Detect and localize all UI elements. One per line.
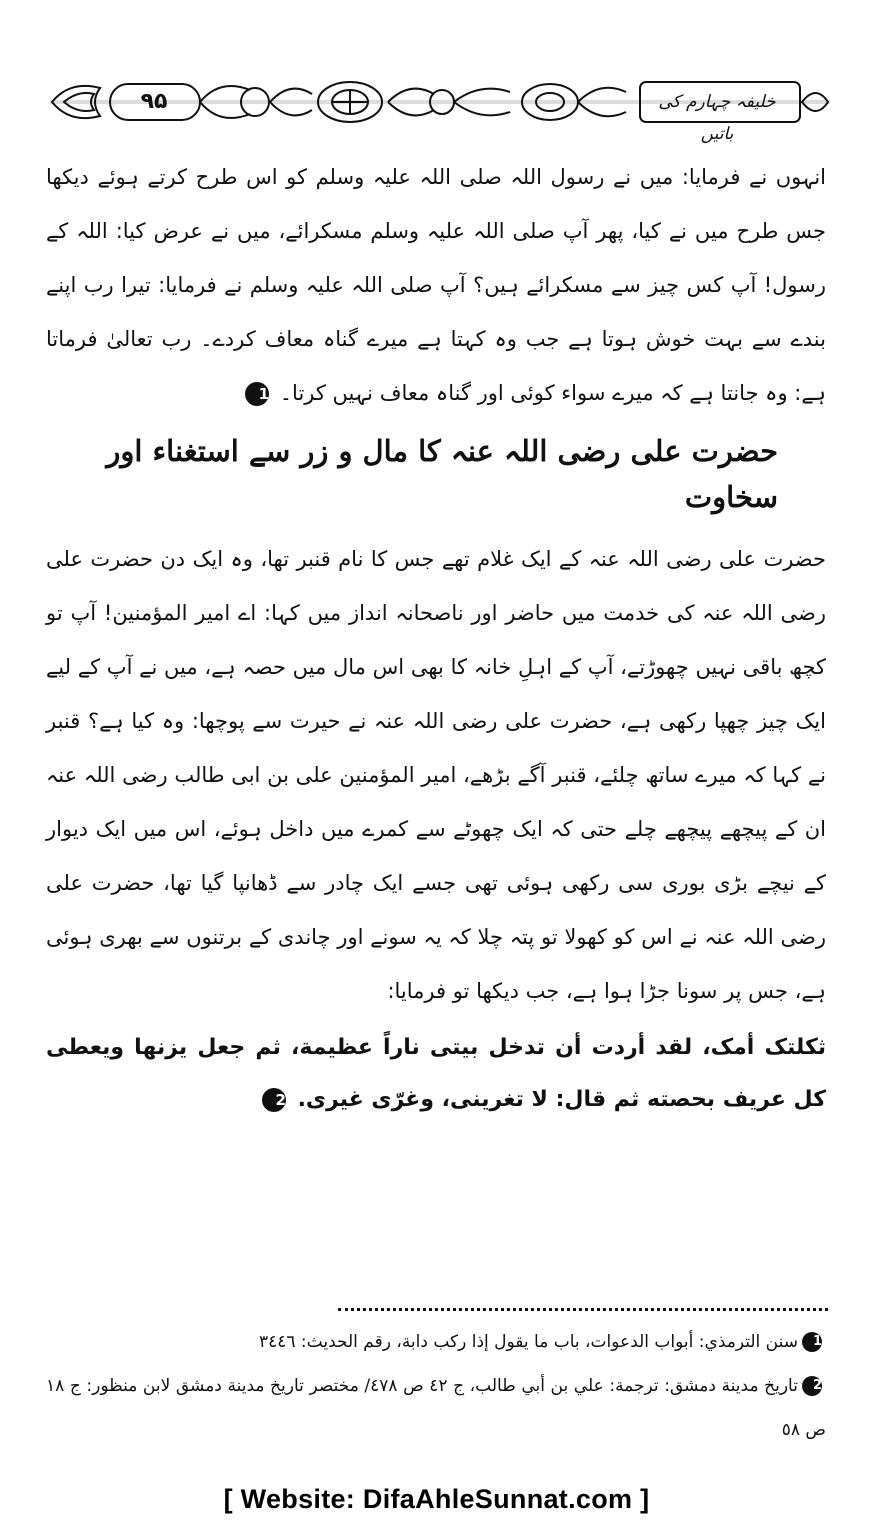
arabic-quote (46, 1022, 826, 1126)
paragraph-1 (46, 150, 826, 420)
footnote-ref-2[interactable]: 2 (262, 1088, 286, 1112)
page-number: ۹۵ (140, 89, 168, 114)
footnote-1-text: سنن الترمذي: أبواب الدعوات، باب ما يقول إذا ركب دابة، رقم الحديث: ٣٤٤٦ (258, 1332, 798, 1352)
footnote-2 (46, 1364, 826, 1452)
page-content (46, 150, 826, 1126)
website-footer[interactable]: [ Website: DifaAhleSunnat.com ] (223, 1484, 650, 1514)
footnotes (46, 1320, 826, 1452)
paragraph-2: حضرت علی رضی اللہ عنہ کے ایک غلام تھے جس کا نام قنبر تھا، وہ ایک دن حضرت علی رضی اللہ عنہ کی خدمت میں حاضر اور ناصحانہ انداز میں کہا: اے امیر المؤمنین! آپ تو کچھ باقی نہیں چھوڑتے، آپ کے اہلِ خانہ کا بھی اس مال میں حصہ ہے، میں نے آپ کے لیے ایک چیز چھپا رکھی ہے، حضرت علی رضی اللہ عنہ نے حیرت سے پوچھا: وہ کیا ہے؟ قنبر نے کہا کہ میرے ساتھ چلئے، قنبر آگے بڑھے، امیر المؤمنین علی بن ابی طالب رضی اللہ عنہ ان کے پیچھے پیچھے چلے حتی کہ ایک چھوٹے سے کمرے میں داخل ہوئے، اس میں ایک دیوار کے نیچے بڑی بوری سی رکھی ہوئی تھی جسے ایک چادر سے ڈھانپا گیا تھا، حضرت علی رضی اللہ عنہ نے اس کو کھولا تو پتہ چلا کہ یہ سونے اور چاندی کے برتنوں سے بھری ہوئی ہے، جس پر سونا جڑا ہوا ہے، جب دیکھا تو فرمایا: (46, 547, 826, 1003)
footnote-2-text: تاريخ مدينة دمشق: ترجمة: علي بن أبي طالب، ج ٤٢ ص ٤٧٨/ مختصر تاريخ مدينة دمشق لابن منظور: ج ١٨ ص ٥٨ (46, 1376, 826, 1440)
section-heading: حضرت علی رضی اللہ عنہ کا مال و زر سے استغناء اور سخاوت (106, 434, 778, 514)
book-title: خلیفہ چہارم کی باتیں (658, 92, 776, 144)
footnote-ref-1[interactable]: 1 (245, 382, 269, 406)
footnote-1 (46, 1320, 826, 1364)
footnote-2-marker: 2 (802, 1376, 822, 1396)
footnote-divider (338, 1308, 828, 1311)
arabic-quote-text: ثکلتک أمک، لقد أردت أن تدخل بیتی ناراً عظیمة، ثم جعل یزنها ویعطی کل عریف بحصته ثم قال: لا تغرینی، وغرّی غیری. (46, 1035, 826, 1112)
paragraph-1-text: انہوں نے فرمایا: میں نے رسول اللہ صلی اللہ علیہ وسلم کو اس طرح کرتے ہوئے دیکھا جس طرح میں نے کیا، پھر آپ صلی اللہ علیہ وسلم مسکرائے، میں نے عرض کیا: اللہ کے رسول! آپ کس چیز سے مسکرائے ہیں؟ آپ صلی اللہ علیہ وسلم نے فرمایا: تیرا رب اپنے بندے سے بہت خوش ہوتا ہے جب وہ کہتا ہے میرے گناہ معاف کردے۔ رب تعالیٰ فرماتا ہے: وہ جانتا ہے کہ میرے سواء کوئی اور گناہ معاف نہیں کرتا۔ (46, 165, 826, 405)
footnote-1-marker: 1 (802, 1332, 822, 1352)
